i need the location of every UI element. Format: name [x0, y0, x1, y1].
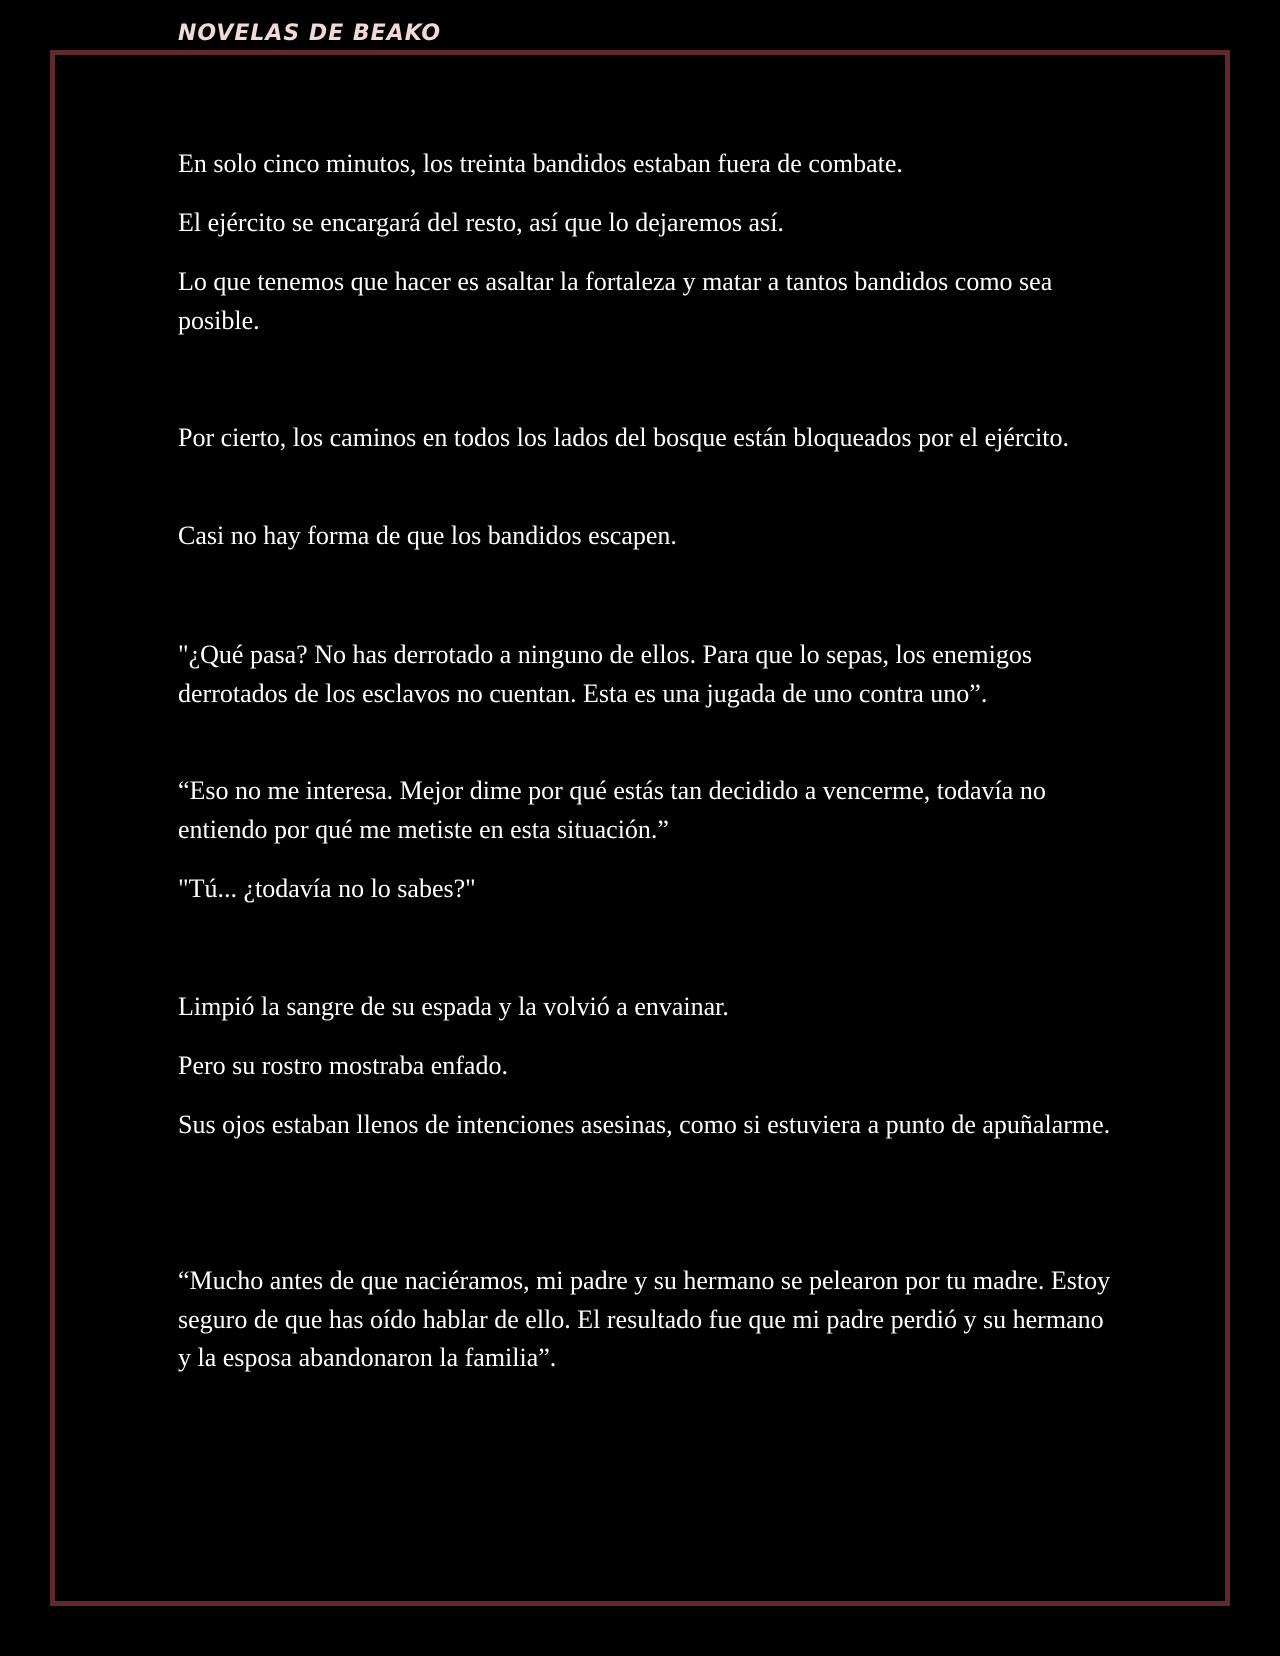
- paragraph-2: El ejército se encargará del resto, así que lo dejaremos así.: [178, 208, 784, 237]
- site-title: NOVELAS DE BEAKO: [178, 21, 442, 46]
- paragraph-3: Lo que tenemos que hacer es asaltar la fortaleza y matar a tantos bandidos como sea posible.: [178, 267, 1053, 335]
- paragraph-7: “Eso no me interesa. Mejor dime por qué estás tan decidido a vencerme, todavía no entiendo por qué me metiste en esta situación.”: [178, 776, 1046, 844]
- paragraph-12: “Mucho antes de que naciéramos, mi padre y su hermano se pelearon por tu madre. Estoy seguro de que has oído hablar de ello. El resultado fue que mi padre perdió y su hermano y la esposa abandonaron la familia”.: [178, 1266, 1111, 1372]
- paragraph-5: Casi no hay forma de que los bandidos escapen.: [178, 521, 677, 550]
- paragraph-1: En solo cinco minutos, los treinta bandidos estaban fuera de combate.: [178, 149, 903, 178]
- paragraph-4: Por cierto, los caminos en todos los lados del bosque están bloqueados por el ejército.: [178, 423, 1070, 452]
- paragraph-8: "Tú... ¿todavía no lo sabes?": [178, 874, 476, 903]
- paragraph-6: "¿Qué pasa? No has derrotado a ninguno de ellos. Para que lo sepas, los enemigos derrotados de los esclavos no cuentan. Esta es una jugada de uno contra uno”.: [178, 640, 1032, 708]
- paragraph-11: Sus ojos estaban llenos de intenciones asesinas, como si estuviera a punto de apuñalarme.: [178, 1110, 1111, 1139]
- paragraph-9: Limpió la sangre de su espada y la volvió a envainar.: [178, 992, 729, 1021]
- paragraph-10: Pero su rostro mostraba enfado.: [178, 1051, 508, 1080]
